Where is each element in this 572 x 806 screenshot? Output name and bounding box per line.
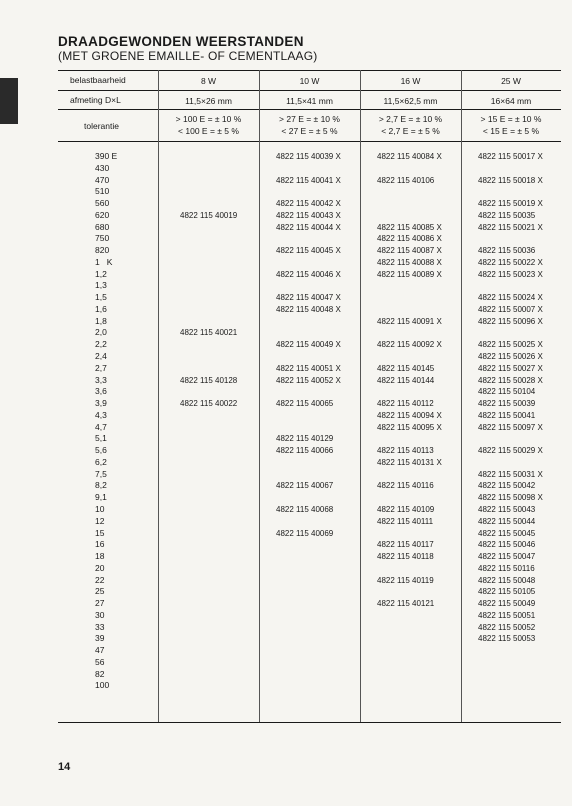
part-number-cell (180, 351, 237, 363)
part-number-cell (180, 280, 237, 292)
resistance-value: 18 (95, 551, 105, 562)
part-number-cell: 4822 115 50018 X (478, 175, 543, 185)
part-number-cell (377, 433, 442, 445)
resistance-value: 7,5 (95, 468, 107, 479)
part-number-cell (377, 304, 442, 316)
part-number-cell: 4822 115 40041 X (276, 175, 341, 185)
part-number-cell (276, 469, 341, 481)
header-watt: 25 W (501, 76, 521, 86)
part-number-cell: 4822 115 50022 X (478, 257, 543, 267)
part-number-cell (377, 586, 442, 598)
table-bottom-rule (58, 722, 561, 723)
part-number-cell: 4822 115 50049 (478, 599, 536, 609)
part-number-cell (276, 386, 341, 398)
part-number-cell (276, 669, 341, 681)
resistance-value: 39 (95, 633, 105, 644)
part-number-cell: 4822 115 50053 (478, 634, 536, 644)
part-number-cell (276, 351, 341, 363)
part-number-cell (180, 492, 237, 504)
part-number-cell (377, 163, 442, 175)
part-number-cell (478, 163, 543, 175)
table-top-rule (58, 70, 561, 71)
part-number-cell (180, 645, 237, 657)
resistance-value: 12 (95, 515, 105, 526)
part-number-cell (478, 645, 543, 657)
resistance-value: 430 (95, 162, 110, 173)
part-number-cell (276, 316, 341, 328)
part-number-cell (180, 222, 237, 234)
part-number-cell (377, 198, 442, 210)
resistance-value: 470 (95, 174, 110, 185)
part-number-cell: 4822 115 50104 (478, 387, 536, 397)
part-number-cell (180, 598, 237, 610)
resistance-value: 1,3 (95, 280, 107, 291)
part-number-cell: 4822 115 50042 (478, 481, 536, 491)
part-number-cell (180, 245, 237, 257)
part-number-cell (377, 186, 442, 198)
part-number-cell (276, 622, 341, 634)
codes-8w-column (180, 151, 237, 692)
part-number-cell (180, 186, 237, 198)
page-number: 14 (58, 761, 71, 773)
part-number-cell (276, 539, 341, 551)
part-number-cell (276, 598, 341, 610)
part-number-cell (180, 386, 237, 398)
resistance-value: 5,6 (95, 445, 107, 456)
codes-10w-column (276, 151, 341, 692)
part-number-cell: 4822 115 40116 (377, 481, 434, 491)
part-number-cell: 4822 115 40111 (377, 516, 434, 526)
part-number-cell (276, 233, 341, 245)
part-number-cell (377, 280, 442, 292)
part-number-cell: 4822 115 40094 X (377, 410, 442, 420)
part-number-cell: 4822 115 50116 (478, 563, 535, 573)
part-number-cell (180, 551, 237, 563)
part-number-cell (276, 563, 341, 575)
part-number-cell: 4822 115 40092 X (377, 340, 442, 350)
part-number-cell (180, 575, 237, 587)
part-number-cell (276, 327, 341, 339)
resistance-value: 82 (95, 668, 105, 679)
resistance-value: 680 (95, 221, 110, 232)
part-number-cell: 4822 115 40021 (180, 328, 238, 338)
part-number-cell (276, 163, 341, 175)
header-dimension: 16×64 mm (490, 96, 532, 106)
part-number-cell (180, 233, 237, 245)
part-number-cell (377, 610, 442, 622)
header-tolerance-low: < 27 E = ± 5 % (281, 126, 338, 136)
resistance-value: 560 (95, 198, 110, 209)
part-number-cell (276, 645, 341, 657)
part-number-cell: 4822 115 40052 X (276, 375, 341, 385)
part-number-cell: 4822 115 40112 (377, 399, 434, 409)
resistance-value: 25 (95, 586, 105, 597)
part-number-cell (377, 669, 442, 681)
resistance-value: 390 E (95, 151, 118, 161)
column-divider-4 (461, 70, 462, 722)
resistance-value: 10 (95, 503, 105, 514)
resistance-value: 4,7 (95, 421, 107, 432)
part-number-cell (180, 316, 237, 328)
resistance-value: 4,3 (95, 409, 107, 420)
part-number-cell (276, 680, 341, 692)
part-number-cell: 4822 115 40131 X (377, 457, 442, 467)
part-number-cell: 4822 115 40068 (276, 504, 334, 514)
resistance-value: 47 (95, 645, 105, 656)
resistance-value: 3,9 (95, 398, 107, 409)
label-tolerance: tolerantie (84, 121, 119, 131)
part-number-cell (180, 669, 237, 681)
resistance-value: 1,5 (95, 292, 107, 303)
resistance-value: 3,6 (95, 386, 107, 397)
part-number-cell: 4822 115 40113 (377, 446, 434, 456)
part-number-cell (276, 551, 341, 563)
part-number-cell: 4822 115 40069 (276, 528, 334, 538)
header-tolerance-low: < 100 E = ± 5 % (178, 126, 239, 136)
part-number-cell: 4822 115 50097 X (478, 422, 543, 432)
part-number-cell (180, 257, 237, 269)
part-number-cell (180, 516, 237, 528)
header-dimension: 11,5×41 mm (286, 96, 333, 106)
part-number-cell (478, 657, 543, 669)
resistance-value: 30 (95, 609, 105, 620)
part-number-cell (377, 645, 442, 657)
part-number-cell (377, 633, 442, 645)
part-number-cell: 4822 115 50096 X (478, 316, 543, 326)
part-number-cell (180, 622, 237, 634)
part-number-cell: 4822 115 50036 (478, 246, 536, 256)
part-number-cell (478, 280, 543, 292)
part-number-cell (276, 257, 341, 269)
part-number-cell: 4822 115 40043 X (276, 210, 341, 220)
resistance-value: 33 (95, 621, 105, 632)
table-rule-2 (58, 109, 561, 110)
part-number-cell: 4822 115 50021 X (478, 222, 543, 232)
part-number-cell (478, 680, 543, 692)
part-number-cell (276, 633, 341, 645)
resistance-value: 750 (95, 233, 110, 244)
resistance-value: 2,2 (95, 339, 107, 350)
part-number-cell: 4822 115 40046 X (276, 269, 341, 279)
part-number-cell (377, 386, 442, 398)
resistance-value: 16 (95, 539, 105, 550)
part-number-cell (180, 292, 237, 304)
part-number-cell: 4822 115 40022 (180, 399, 238, 409)
part-number-cell: 4822 115 50051 (478, 610, 536, 620)
header-tolerance-high: > 2,7 E = ± 10 % (378, 114, 443, 124)
part-number-cell: 4822 115 40145 (377, 363, 435, 373)
part-number-cell: 4822 115 50048 (478, 575, 536, 585)
resistance-value: 1,8 (95, 315, 107, 326)
part-number-cell (180, 469, 237, 481)
part-number-cell: 4822 115 40047 X (276, 293, 341, 303)
part-number-cell (180, 457, 237, 469)
part-number-cell: 4822 115 40049 X (276, 340, 341, 350)
part-number-cell (180, 680, 237, 692)
part-number-cell: 4822 115 50052 (478, 622, 536, 632)
resistance-value: 20 (95, 562, 105, 573)
column-divider-3 (360, 70, 361, 722)
part-number-cell (276, 457, 341, 469)
part-number-cell: 4822 115 50017 X (478, 152, 543, 161)
part-number-cell: 4822 115 40087 X (377, 246, 442, 256)
resistance-value: 15 (95, 527, 105, 538)
part-number-cell (276, 492, 341, 504)
part-number-cell: 4822 115 50031 X (478, 469, 543, 479)
resistance-value: 22 (95, 574, 105, 585)
header-dimension: 11,5×26 mm (185, 96, 232, 106)
part-number-cell: 4822 115 50028 X (478, 375, 543, 385)
part-number-cell: 4822 115 40089 X (377, 269, 442, 279)
header-tolerance-high: > 27 E = ± 10 % (279, 114, 340, 124)
part-number-cell: 4822 115 50007 X (478, 304, 543, 314)
part-number-cell (276, 575, 341, 587)
part-number-cell: 4822 115 50044 (478, 516, 536, 526)
part-number-cell (478, 327, 543, 339)
part-number-cell: 4822 115 40088 X (377, 257, 442, 267)
part-number-cell: 4822 115 40048 X (276, 304, 341, 314)
part-number-cell (377, 327, 442, 339)
part-number-cell: 4822 115 40119 (377, 575, 434, 585)
header-tolerance-high: > 15 E = ± 10 % (480, 114, 542, 124)
table-rule-1 (58, 90, 561, 91)
codes-25w-column (478, 151, 543, 692)
part-number-cell (180, 563, 237, 575)
resistance-value: 56 (95, 656, 105, 667)
part-number-cell (180, 633, 237, 645)
header-tolerance-low: < 2,7 E = ± 5 % (381, 126, 440, 136)
label-dimension: afmeting D×L (70, 95, 121, 105)
part-number-cell (180, 410, 237, 422)
resistance-value: 9,1 (95, 492, 107, 503)
part-number-cell (180, 198, 237, 210)
part-number-cell (180, 339, 237, 351)
header-watt: 16 W (400, 76, 421, 86)
part-number-cell (276, 657, 341, 669)
part-number-cell: 4822 115 40045 X (276, 246, 341, 256)
part-number-cell: 4822 115 40091 X (377, 316, 442, 326)
part-number-cell (180, 269, 237, 281)
part-number-cell (180, 480, 237, 492)
header-tolerance-low: < 15 E = ± 5 % (482, 126, 540, 136)
part-number-cell: 4822 115 40144 (377, 375, 435, 385)
header-watt: 8 W (200, 76, 217, 86)
part-number-cell: 4822 115 50019 X (478, 199, 543, 209)
part-number-cell: 4822 115 50035 (478, 210, 536, 220)
part-number-cell: 4822 115 40085 X (377, 222, 442, 232)
resistance-value: 620 (95, 209, 110, 220)
part-number-cell: 4822 115 40066 (276, 446, 334, 456)
resistance-value: 2,4 (95, 351, 107, 362)
part-number-cell (377, 292, 442, 304)
page-title: DRAADGEWONDEN WEERSTANDEN (58, 34, 304, 49)
part-number-cell: 4822 115 50047 (478, 552, 536, 562)
part-number-cell (180, 163, 237, 175)
part-number-cell (180, 433, 237, 445)
part-number-cell (276, 586, 341, 598)
part-number-cell (478, 233, 543, 245)
part-number-cell: 4822 115 40095 X (377, 422, 442, 432)
column-divider-1 (158, 70, 159, 722)
part-number-cell: 4822 115 40129 (276, 434, 334, 444)
part-number-cell (180, 422, 237, 434)
resistance-value: 1,6 (95, 303, 107, 314)
part-number-cell: 4822 115 40044 X (276, 222, 341, 232)
label-load: belastbaarheid (70, 75, 126, 85)
part-number-cell: 4822 115 50025 X (478, 340, 543, 350)
part-number-cell (276, 280, 341, 292)
header-watt: 10 W (299, 76, 320, 86)
part-number-cell (180, 445, 237, 457)
resistance-value: 820 (95, 245, 110, 256)
part-number-cell (180, 528, 237, 540)
part-number-cell (377, 622, 442, 634)
resistance-value: 8,2 (95, 480, 107, 491)
resistance-value: 1 K (95, 256, 113, 267)
part-number-cell (377, 563, 442, 575)
part-number-cell (180, 657, 237, 669)
page-edge-tab (0, 78, 18, 124)
part-number-cell (377, 680, 442, 692)
part-number-cell: 4822 115 50105 (478, 587, 536, 597)
part-number-cell: 4822 115 50039 (478, 399, 536, 409)
table-rule-3 (58, 141, 561, 142)
part-number-cell (377, 528, 442, 540)
part-number-cell (180, 363, 237, 375)
part-number-cell: 4822 115 40019 (180, 210, 238, 220)
part-number-cell: 4822 115 40065 (276, 399, 334, 409)
part-number-cell: 4822 115 40051 X (276, 363, 341, 373)
part-number-cell: 4822 115 50043 (478, 504, 536, 514)
part-number-cell: 4822 115 40118 (377, 552, 434, 562)
part-number-cell (478, 433, 543, 445)
part-number-cell: 4822 115 50046 (478, 540, 536, 550)
part-number-cell: 4822 115 40128 (180, 375, 238, 385)
part-number-cell: 4822 115 40109 (377, 504, 435, 514)
part-number-cell (377, 210, 442, 222)
resistance-value: 27 (95, 598, 105, 609)
part-number-cell (377, 492, 442, 504)
part-number-cell: 4822 115 40106 (377, 175, 435, 185)
codes-16w-column (377, 151, 442, 692)
part-number-cell (276, 186, 341, 198)
part-number-cell: 4822 115 50098 X (478, 493, 543, 503)
part-number-cell: 4822 115 40121 (377, 599, 435, 609)
part-number-cell: 4822 115 40084 X (377, 152, 442, 161)
part-number-cell: 4822 115 40086 X (377, 234, 442, 244)
part-number-cell (180, 504, 237, 516)
part-number-cell: 4822 115 50026 X (478, 352, 543, 362)
part-number-cell: 4822 115 50029 X (478, 446, 543, 456)
part-number-cell (478, 457, 543, 469)
resistance-values-column (95, 151, 155, 692)
part-number-cell (180, 610, 237, 622)
part-number-cell (180, 175, 237, 187)
part-number-cell (377, 351, 442, 363)
part-number-cell: 4822 115 50024 X (478, 293, 543, 303)
part-number-cell: 4822 115 50041 (478, 410, 536, 420)
part-number-cell: 4822 115 40042 X (276, 199, 341, 209)
part-number-cell (478, 186, 543, 198)
part-number-cell: 4822 115 40039 X (276, 152, 341, 161)
part-number-cell (276, 610, 341, 622)
resistance-value: 5,1 (95, 433, 107, 444)
part-number-cell: 4822 115 40067 (276, 481, 334, 491)
part-number-cell (276, 422, 341, 434)
header-dimension: 11,5×62,5 mm (383, 96, 438, 106)
part-number-cell (478, 669, 543, 681)
part-number-cell: 4822 115 50045 (478, 528, 536, 538)
page-subtitle: (MET GROENE EMAILLE- OF CEMENTLAAG) (58, 49, 318, 63)
part-number-cell (180, 151, 237, 163)
resistance-value: 2,7 (95, 362, 107, 373)
part-number-cell (180, 586, 237, 598)
part-number-cell: 4822 115 40117 (377, 540, 434, 550)
resistance-value: 510 (95, 186, 110, 197)
part-number-cell (276, 516, 341, 528)
part-number-cell: 4822 115 50027 X (478, 363, 543, 373)
resistance-value: 6,2 (95, 456, 107, 467)
column-divider-2 (259, 70, 260, 722)
resistance-value: 2,0 (95, 327, 107, 338)
resistance-value: 3,3 (95, 374, 107, 385)
header-tolerance-high: > 100 E = ± 10 % (175, 114, 242, 124)
part-number-cell (377, 657, 442, 669)
part-number-cell (180, 304, 237, 316)
part-number-cell: 4822 115 50023 X (478, 269, 543, 279)
resistance-value: 1,2 (95, 268, 107, 279)
resistance-value: 100 (95, 680, 110, 691)
part-number-cell (377, 469, 442, 481)
part-number-cell (180, 539, 237, 551)
part-number-cell (276, 410, 341, 422)
